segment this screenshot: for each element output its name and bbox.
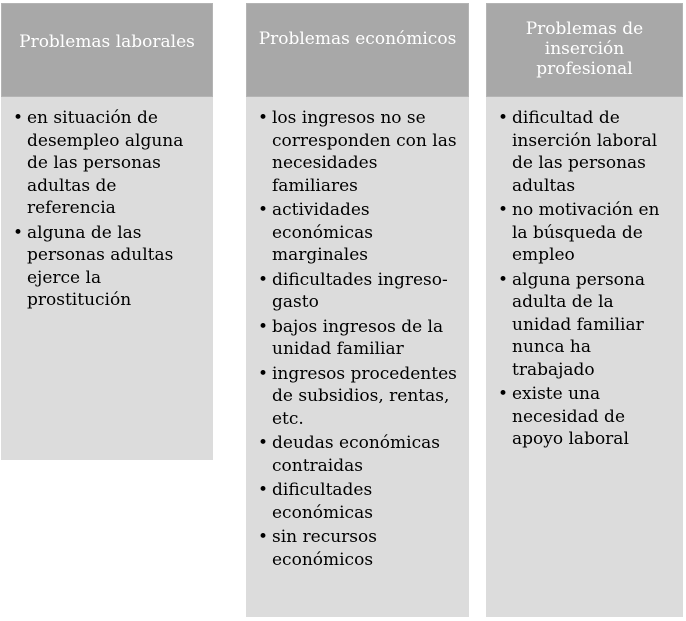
column-body <box>1 97 213 460</box>
column-title: Problemas de inserción profesional <box>525 19 644 79</box>
bullet-list <box>11 107 205 312</box>
bullet-icon: • <box>258 363 269 384</box>
bullet-icon: • <box>258 108 269 128</box>
bullet-icon: • <box>498 200 509 220</box>
column-title: Problemas laborales <box>19 32 195 52</box>
list-item: • dificultad de inserción laboral de las personas adultas <box>498 108 658 196</box>
bullet-icon: • <box>258 480 269 500</box>
bullet-list <box>256 107 461 571</box>
column-body <box>246 97 469 617</box>
list-item: • bajos ingresos de la unidad familiar <box>258 316 444 359</box>
bullet-icon: • <box>13 222 24 243</box>
list-item: • dificultades económicas <box>258 480 373 523</box>
bullet-icon: • <box>258 316 269 337</box>
list-item: • los ingresos no se corresponden con las necesidades familiares <box>258 108 457 196</box>
list-item: • ingresos procedentes de subsidios, rentas, etc. <box>258 363 457 429</box>
bullet-icon: • <box>13 108 24 128</box>
list-item: • existe una necesidad de apoyo laboral <box>498 384 629 449</box>
bullet-list <box>496 107 675 451</box>
column-title: Problemas económicos <box>258 29 457 49</box>
bullet-icon: • <box>498 108 509 128</box>
column-header <box>246 3 469 97</box>
list-item: • actividades económicas marginales <box>258 200 373 265</box>
column-header <box>1 3 213 97</box>
column-problemas-economicos <box>246 3 469 617</box>
list-item: • dificultades ingreso-gasto <box>258 269 448 312</box>
list-item: • sin recursos económicos <box>258 527 377 570</box>
list-item: • alguna persona adulta de la unidad familiar nunca ha trabajado <box>498 269 646 380</box>
list-item: • alguna de las personas adultas ejerce la prostitución <box>13 222 174 310</box>
column-problemas-laborales <box>1 3 213 460</box>
bullet-icon: • <box>258 433 269 453</box>
list-item: • no motivación en la búsqueda de empleo <box>498 200 660 265</box>
list-item: • deudas económicas contraidas <box>258 433 440 476</box>
bullet-icon: • <box>258 200 269 220</box>
bullet-icon: • <box>498 384 509 404</box>
list-item: • en situación de desempleo alguna de las personas adultas de referencia <box>13 108 184 218</box>
bullet-icon: • <box>258 269 269 290</box>
bullet-icon: • <box>258 527 269 547</box>
bullet-icon: • <box>498 269 509 290</box>
column-header <box>486 3 683 97</box>
column-problemas-insercion <box>486 3 683 617</box>
column-body <box>486 97 683 617</box>
